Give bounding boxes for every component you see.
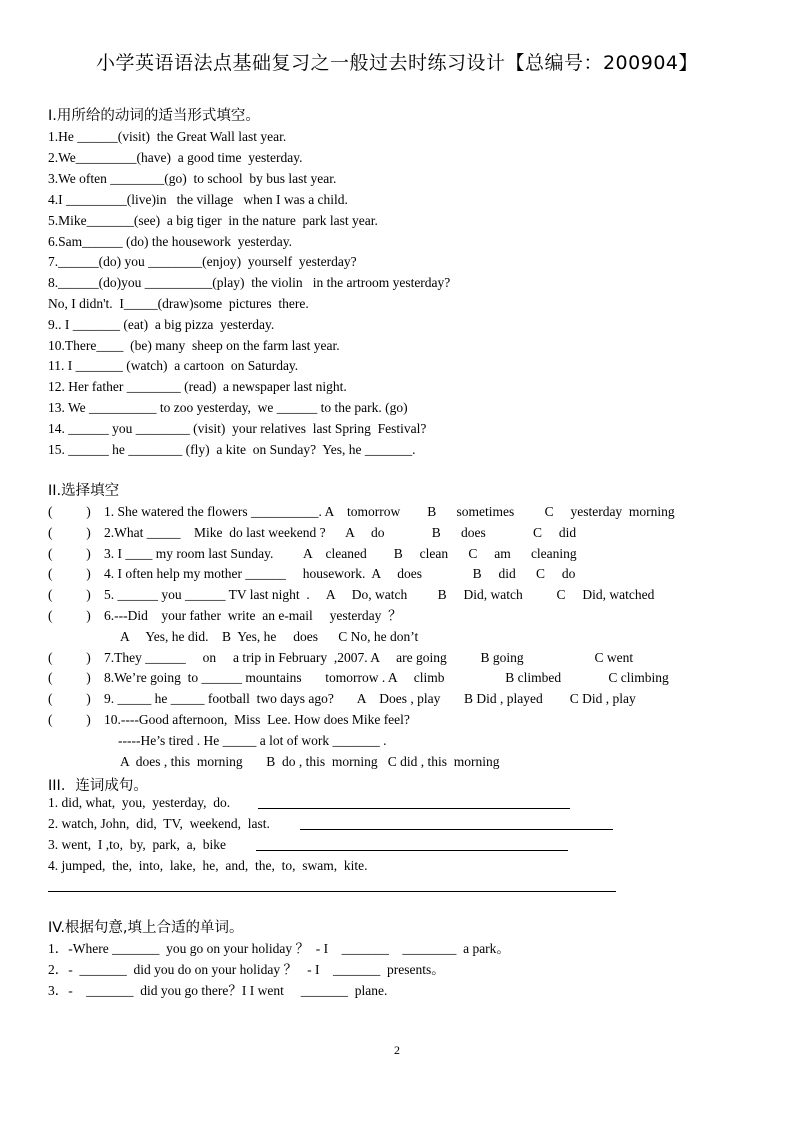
- section-4-line: 1．-Where _______ you go on your holiday ？ - I _______ ________ a park。: [48, 941, 510, 956]
- question-4: 4. I often help my mother ______ housework. A does B did C do: [104, 566, 576, 581]
- answer-paren: ( ): [48, 504, 91, 519]
- answer-paren: ( ): [48, 670, 91, 685]
- section-1-line: 1.He ______(visit) the Great Wall last year.: [48, 129, 287, 144]
- section-1-line: 14. ______ you ________ (visit) your relatives last Spring Festival?: [48, 421, 427, 436]
- section-1-line: 5.Mike_______(see) a big tiger in the nature park last year.: [48, 213, 378, 228]
- question-10-options: A does , this morning B do , this morning C did , this morning: [120, 754, 500, 769]
- question-3: 3. I ____ my room last Sunday. A cleaned B clean C am cleaning: [104, 546, 577, 561]
- section-1-line: 3.We often ________(go) to school by bus last year.: [48, 171, 337, 186]
- section-4-heading: IV.根据句意,填上合适的单词。: [48, 920, 244, 936]
- question-8: 8.We’re going to ______ mountains tomorrow . A climb B climbed C climbing: [104, 670, 669, 685]
- section-2-heading: II.选择填空: [48, 483, 120, 499]
- section-1-line: 11. I _______ (watch) a cartoon on Saturday.: [48, 358, 299, 373]
- answer-paren: ( ): [48, 566, 91, 581]
- question-2: 2.What _____ Mike do last weekend ? A do B does C did: [104, 525, 577, 540]
- answer-line: [258, 808, 570, 809]
- section-1-heading: I.用所给的动词的适当形式填空。: [48, 108, 260, 124]
- section-1-line: 4.I _________(live)in the village when I was a child.: [48, 192, 348, 207]
- section-1-line: 6.Sam______ (do) the housework yesterday.: [48, 234, 292, 249]
- answer-line: [48, 891, 616, 892]
- answer-paren: ( ): [48, 525, 91, 540]
- answer-line: [256, 850, 568, 851]
- page-title: 小学英语语法点基础复习之一般过去时练习设计【总编号：200904】: [95, 52, 699, 74]
- section-3-line: 3. went, I ,to, by, park, a, bike: [48, 837, 226, 852]
- section-1-line: 7.______(do) you ________(enjoy) yourself yesterday?: [48, 254, 357, 269]
- question-9: 9. _____ he _____ football two days ago? A Does , play B Did , played C Did , play: [104, 691, 636, 706]
- answer-paren: ( ): [48, 712, 91, 727]
- section-1-line: 15. ______ he ________ (fly) a kite on Sunday? Yes, he _______.: [48, 442, 416, 457]
- question-10-reply: -----He’s tired . He _____ a lot of work _______ .: [118, 733, 387, 748]
- section-1-line: 2.We_________(have) a good time yesterday.: [48, 150, 303, 165]
- section-3-heading: III．连词成句。: [48, 778, 148, 794]
- question-10: 10.----Good afternoon, Miss Lee. How does Mike feel?: [104, 712, 410, 727]
- section-3-line: 2. watch, John, did, TV, weekend, last.: [48, 816, 270, 831]
- question-6-options: A Yes, he did. B Yes, he does C No, he don’t: [120, 629, 419, 644]
- section-1-line: 12. Her father ________ (read) a newspaper last night.: [48, 379, 347, 394]
- section-4-line: 2．- _______ did you do on your holiday ？ - I _______ presents。: [48, 962, 445, 977]
- answer-paren: ( ): [48, 650, 91, 665]
- section-3-line: 1. did, what, you, yesterday, do.: [48, 795, 231, 810]
- section-1-line: 10.There____ (be) many sheep on the farm last year.: [48, 338, 340, 353]
- answer-paren: ( ): [48, 608, 91, 623]
- section-1-line: No, I didn't. I_____(draw)some pictures there.: [48, 296, 309, 311]
- page-number: 2: [394, 1043, 400, 1057]
- section-4-line: 3．- _______ did you go there？I I went _______ plane.: [48, 983, 388, 998]
- answer-paren: ( ): [48, 546, 91, 561]
- question-5: 5. ______ you ______ TV last night . A Do, watch B Did, watch C Did, watched: [104, 587, 655, 602]
- answer-paren: ( ): [48, 691, 91, 706]
- section-1-line: 13. We __________ to zoo yesterday, we ______ to the park. (go): [48, 400, 408, 415]
- section-3-line: 4. jumped, the, into, lake, he, and, the, to, swam, kite.: [48, 858, 368, 873]
- question-6: 6.---Did your father write an e-mail yesterday ？: [104, 608, 402, 623]
- question-7: 7.They ______ on a trip in February ,2007. A are going B going C went: [104, 650, 634, 665]
- section-1-line: 9.. I _______ (eat) a big pizza yesterday.: [48, 317, 275, 332]
- answer-line: [300, 829, 613, 830]
- answer-paren: ( ): [48, 587, 91, 602]
- section-1-line: 8.______(do)you __________(play) the violin in the artroom yesterday?: [48, 275, 451, 290]
- question-1: 1. She watered the flowers __________. A tomorrow B sometimes C yesterday morning: [104, 504, 675, 519]
